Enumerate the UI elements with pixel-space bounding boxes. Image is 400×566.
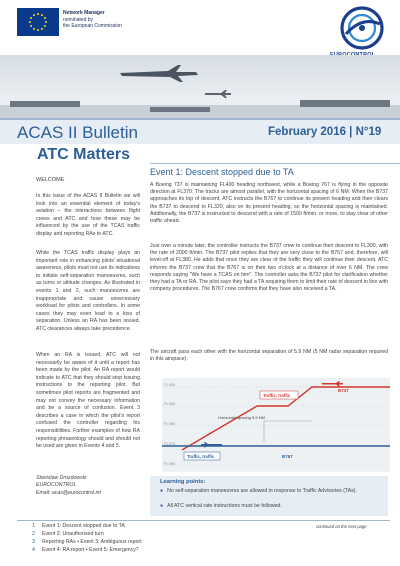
toc-link-event-4[interactable]: Event 4: RA report • Event 5: Emergency? bbox=[42, 547, 139, 553]
traffic-annotation-b767: Traffic, traffic bbox=[187, 453, 215, 459]
continued-note: continued on the next page bbox=[316, 524, 367, 529]
welcome-heading: WELCOME bbox=[36, 177, 65, 183]
event-paragraph: A Boeing 737 is maintaining FL400 heading northwest, while a Boeing 767 is flying in the opposite direction at FL370. The tracks are almost parallel, with the horizontal spacing of 6 NM. When the B737 approaches its top of descent, ATC instructs the B767 to continue its present heading and then clears the B737 to descend to FL320, also on its present heading, so the horizontal spacing is maintained. Additionally, the B737 is instructed to descend with a rate of 1500 ft/min. or more, to stay clear of other traffic ahead. bbox=[150, 182, 388, 225]
toc-number: 3 bbox=[32, 539, 35, 545]
bulletin-title: ACAS II Bulletin bbox=[17, 123, 138, 142]
toc-link-event-3[interactable]: Reporting RAs • Event 3: Ambiguous report bbox=[42, 539, 142, 545]
toc-number: 1 bbox=[32, 523, 35, 529]
event-diagram bbox=[162, 378, 390, 472]
ytick-label: FL370 bbox=[164, 441, 176, 446]
b737-label: B737 bbox=[338, 388, 349, 393]
ytick-label: FL380 bbox=[164, 421, 176, 426]
network-manager-text: Network Manager nominated by the European Commission bbox=[63, 10, 122, 29]
learning-point-item: ● All ATC vertical rate instructions must be followed. bbox=[160, 503, 282, 509]
traffic-annotation-b737: Traffic, traffic bbox=[263, 392, 291, 398]
footer-divider bbox=[17, 520, 390, 521]
b767-label: B767 bbox=[282, 454, 293, 459]
title-divider bbox=[150, 163, 400, 164]
intro-paragraph: In this issue of the ACAS II Bulletin we will look into an essential element of today's aviation – the interactions between flight crews and ATC and how these may be influenced by the use of the TCAS traffic display and reporting RAs to ATC. bbox=[36, 193, 140, 237]
author-block: Stanislaw Drozdowski EUROCONTROL Email: acas@eurocontrol.int bbox=[36, 475, 101, 496]
learning-point-item: ● No self-separation manoeuvres are allowed in response to Traffic Advisories (TAs). bbox=[160, 488, 357, 494]
event-paragraph: Just over a minute later, the controller instructs the B737 crew to continue their descent to FL300, with the rate of 2000 ft/min. The B737 pilot replies that they are very close to the B767 and, therefore, will level-off at FL380. He adds that once they are clear of the traffic they will continue their descent. ATC informs the B737 crew that the B767 is on their two o'clock at a distance of over 6 NM. The crew responds saying "We have a TCAS on him". The controller asks the B737 pilot for clarification whether they had a TA or RA. The pilot says they had a TA requiring them to limit their rate of descent in line with company procedures. The B767 crew confirms that they have also received a TA. bbox=[150, 243, 388, 293]
toc-link-event-2[interactable]: Event 2: Unauthorised turn bbox=[42, 531, 104, 537]
intro-paragraph: When an RA is issued, ATC will not necessarily be aware of it until a report has been made by the pilot. An RA report would indicate to ATC that they should stop issuing instructions to the reporting pilot. But sometimes pilot reports are fragmented and may not convey the necessary information and be a source of confusion. Event 3 describes a case in which the pilot's report confused the controller regarding his responsibilities. Further examples of how RA reporting phraseology should and should not be used are given in Events 4 and 5. bbox=[36, 352, 140, 450]
ytick-label: FL360 bbox=[164, 461, 176, 466]
event-1-title: Event 1: Descent stopped due to TA bbox=[150, 167, 294, 177]
event-paragraph: The aircraft pass each other with the horizontal separation of 5.9 NM (5 NM radar separation required in this airspace). bbox=[150, 349, 388, 363]
intro-paragraph: While the TCAS traffic display plays an important role in enhancing pilots' situational awareness, pilots must not use its indications to initiate self-separation manoeuvres, such as turns or altitude changes. As illustrated in events 1 and 2, such manoeuvres are inappropriate and cause unnecessary workload for pilots and controllers. In some cases they may even lead to a loss of separation. Unless an RA has been issued, ATC clearances always take precedence. bbox=[36, 250, 140, 332]
toc-number: 2 bbox=[32, 531, 35, 537]
toc-link-event-1[interactable]: Event 1: Descent stopped due to TA bbox=[42, 523, 125, 529]
eurocontrol-logo-icon bbox=[340, 6, 384, 50]
bullet-icon: ● bbox=[160, 503, 164, 509]
learning-points-title: Learning points: bbox=[160, 479, 206, 485]
ytick-label: FL390 bbox=[164, 401, 176, 406]
page-title: ATC Matters bbox=[37, 146, 131, 163]
ytick-label: FL400 bbox=[164, 382, 176, 387]
toc-number: 4 bbox=[32, 547, 35, 553]
bullet-icon: ● bbox=[160, 488, 164, 494]
issue-number: February 2016 | N°19 bbox=[268, 126, 382, 138]
spacing-annotation: Horizontal spacing 5.9 NM bbox=[218, 415, 265, 420]
banner-photo bbox=[0, 55, 400, 123]
eu-stars-icon bbox=[17, 8, 59, 36]
